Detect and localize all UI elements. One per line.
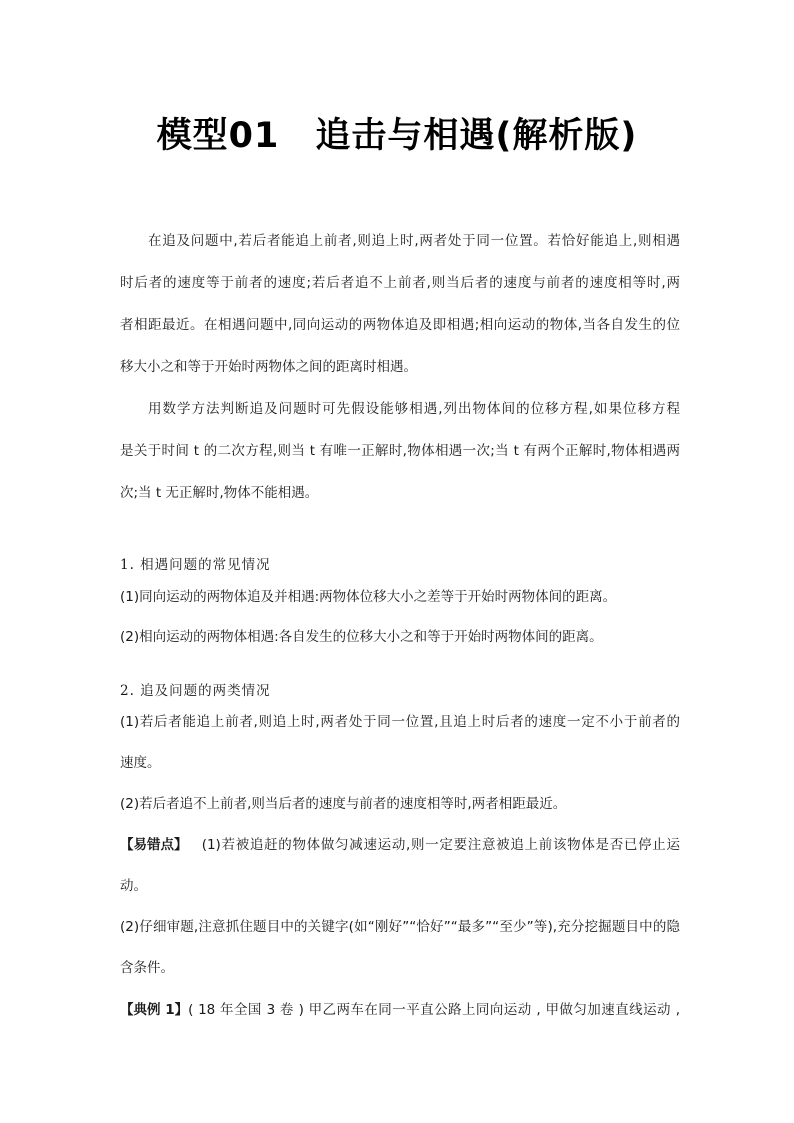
example-text: ( 18 年全国 3 卷 ) 甲乙两车在同一平直公路上同向运动 , 甲做匀加速直线运动 , xyxy=(188,1002,680,1018)
intro-p2-line-3: 次;当 t 无正解时,物体不能相遇。 xyxy=(120,485,319,501)
section-2-heading: 2. 追及问题的两类情况 xyxy=(120,683,271,699)
intro-p2-line-1: 用数学方法判断追及问题时可先假设能够相遇,列出物体间的位移方程,如果位移方程 xyxy=(148,401,680,417)
intro-p1-line-1: 在追及问题中,若后者能追上前者,则追上时,两者处于同一位置。若恰好能追上,则相遇 xyxy=(148,233,680,249)
section-2-item-1-line-2: 速度。 xyxy=(120,755,161,771)
example-line-1 xyxy=(120,1001,680,1019)
pitfall-line-2: 动。 xyxy=(120,878,147,894)
section-1-heading: 1. 相遇问题的常见情况 xyxy=(120,557,271,573)
intro-p1-line-2: 时后者的速度等于前者的速度;若后者追不上前者,则当后者的速度与前者的速度相等时,两 xyxy=(120,275,680,291)
pitfall-text-1: (1)若被追赶的物体做匀减速运动,则一定要注意被追上前该物体是否已停止运 xyxy=(187,837,680,853)
pitfall-line-1 xyxy=(120,836,680,854)
example-tag: 【典例 1】 xyxy=(120,1002,189,1018)
pitfall-line-4: 含条件。 xyxy=(120,960,174,976)
section-2-item-2: (2)若后者追不上前者,则当后者的速度与前者的速度相等时,两者相距最近。 xyxy=(120,796,567,812)
section-1-item-2: (2)相向运动的两物体相遇:各自发生的位移大小之和等于开始时两物体间的距离。 xyxy=(120,629,603,645)
pitfall-line-3: (2)仔细审题,注意抓住题目中的关键字(如“刚好”“恰好”“最多”“至少”等),充分挖掘题目中的隐 xyxy=(120,919,680,935)
intro-p1-line-4: 移大小之和等于开始时两物体之间的距离时相遇。 xyxy=(120,359,417,375)
intro-p1-line-3: 者相距最近。在相遇问题中,同向运动的两物体追及即相遇;相向运动的物体,当各自发生的位 xyxy=(120,317,680,333)
pitfall-tag: 【易错点】 xyxy=(120,837,188,853)
document-title: 模型01 追击与相遇(解析版) xyxy=(156,116,638,156)
intro-p2-line-2: 是关于时间 t 的二次方程,则当 t 有唯一正解时,物体相遇一次;当 t 有两个正解时,物体相遇两 xyxy=(120,443,680,459)
section-2-item-1-line-1: (1)若后者能追上前者,则追上时,两者处于同一位置,且追上时后者的速度一定不小于前者的 xyxy=(120,714,680,730)
section-1-item-1: (1)同向运动的两物体追及并相遇:两物体位移大小之差等于开始时两物体间的距离。 xyxy=(120,589,617,605)
